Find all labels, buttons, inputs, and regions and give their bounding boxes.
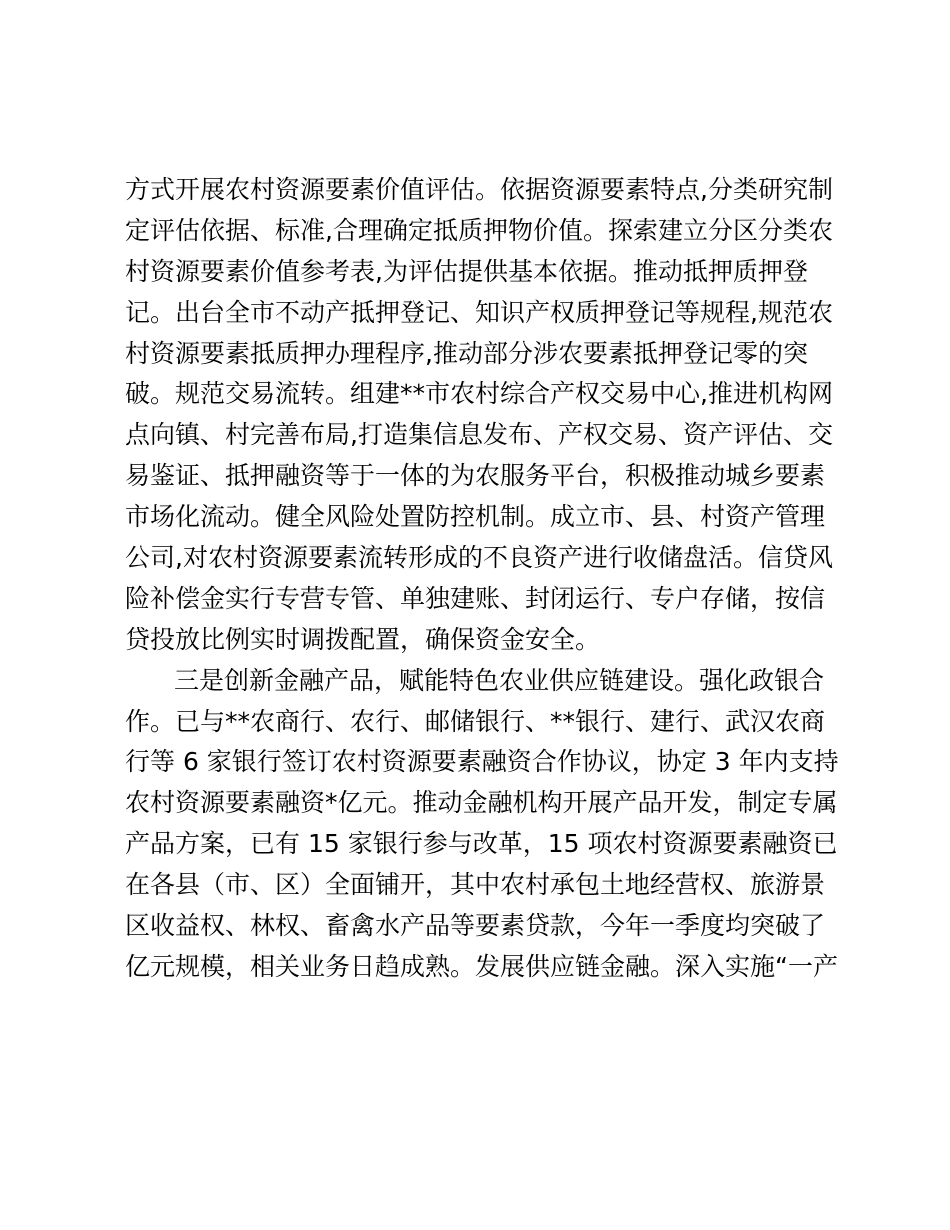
text-line: 作。已与**农商行、农行、邮储银行、**银行、建行、武汉农商 [125,706,826,736]
text-line: 破。规范交易流转。组建**市农村综合产权交易中心,推进机构网 [125,379,833,409]
text-line: 村资源要素抵质押办理程序,推动部分涉农要素抵押登记零的突 [125,338,808,368]
body-text [125,170,845,988]
text-line: 公司,对农村资源要素流转形成的不良资产进行收储盘活。信贷风 [125,543,833,573]
text-line: 行等 6 家银行签订农村资源要素融资合作协议，协定 3 年内支持 [125,747,839,777]
text-line: 市场化流动。健全风险处置防控机制。成立市、县、村资产管理 [125,502,826,532]
text-line: 产品方案，已有 15 家银行参与改革，15 项农村资源要素融资已 [125,829,838,859]
text-line: 定评估依据、标准,合理确定抵质押物价值。探索建立分区分类农 [125,215,833,245]
text-line: 贷投放比例实时调拨配置，确保资金安全。 [125,624,601,654]
text-line: 点向镇、村完善布局,打造集信息发布、产权交易、资产评估、交 [125,420,833,450]
text-line: 村资源要素价值参考表,为评估提供基本依据。推动抵押质押登 [125,256,808,286]
text-line: 亿元规模，相关业务日趋成熟。发展供应链金融。深入实施“一产 [125,951,838,981]
paragraph-start-line: 三是创新金融产品，赋能特色农业供应链建设。强化政银合 [174,665,825,695]
text-line: 区收益权、林权、畜禽水产品等要素贷款，今年一季度均突破了 [125,911,826,941]
text-line: 记。出台全市不动产抵押登记、知识产权质押登记等规程,规范农 [125,297,833,327]
text-line: 方式开展农村资源要素价值评估。依据资源要素特点,分类研究制 [125,175,833,204]
text-line: 易鉴证、抵押融资等于一体的为农服务平台，积极推动城乡要素 [125,461,826,491]
text-line: 在各县（市、区）全面铺开，其中农村承包土地经营权、旅游景 [125,870,826,900]
text-line: 险补偿金实行专营专管、单独建账、封闭运行、专户存储，按信 [125,583,826,613]
text-line: 农村资源要素融资*亿元。推动金融机构开展产品开发，制定专属 [125,788,838,818]
